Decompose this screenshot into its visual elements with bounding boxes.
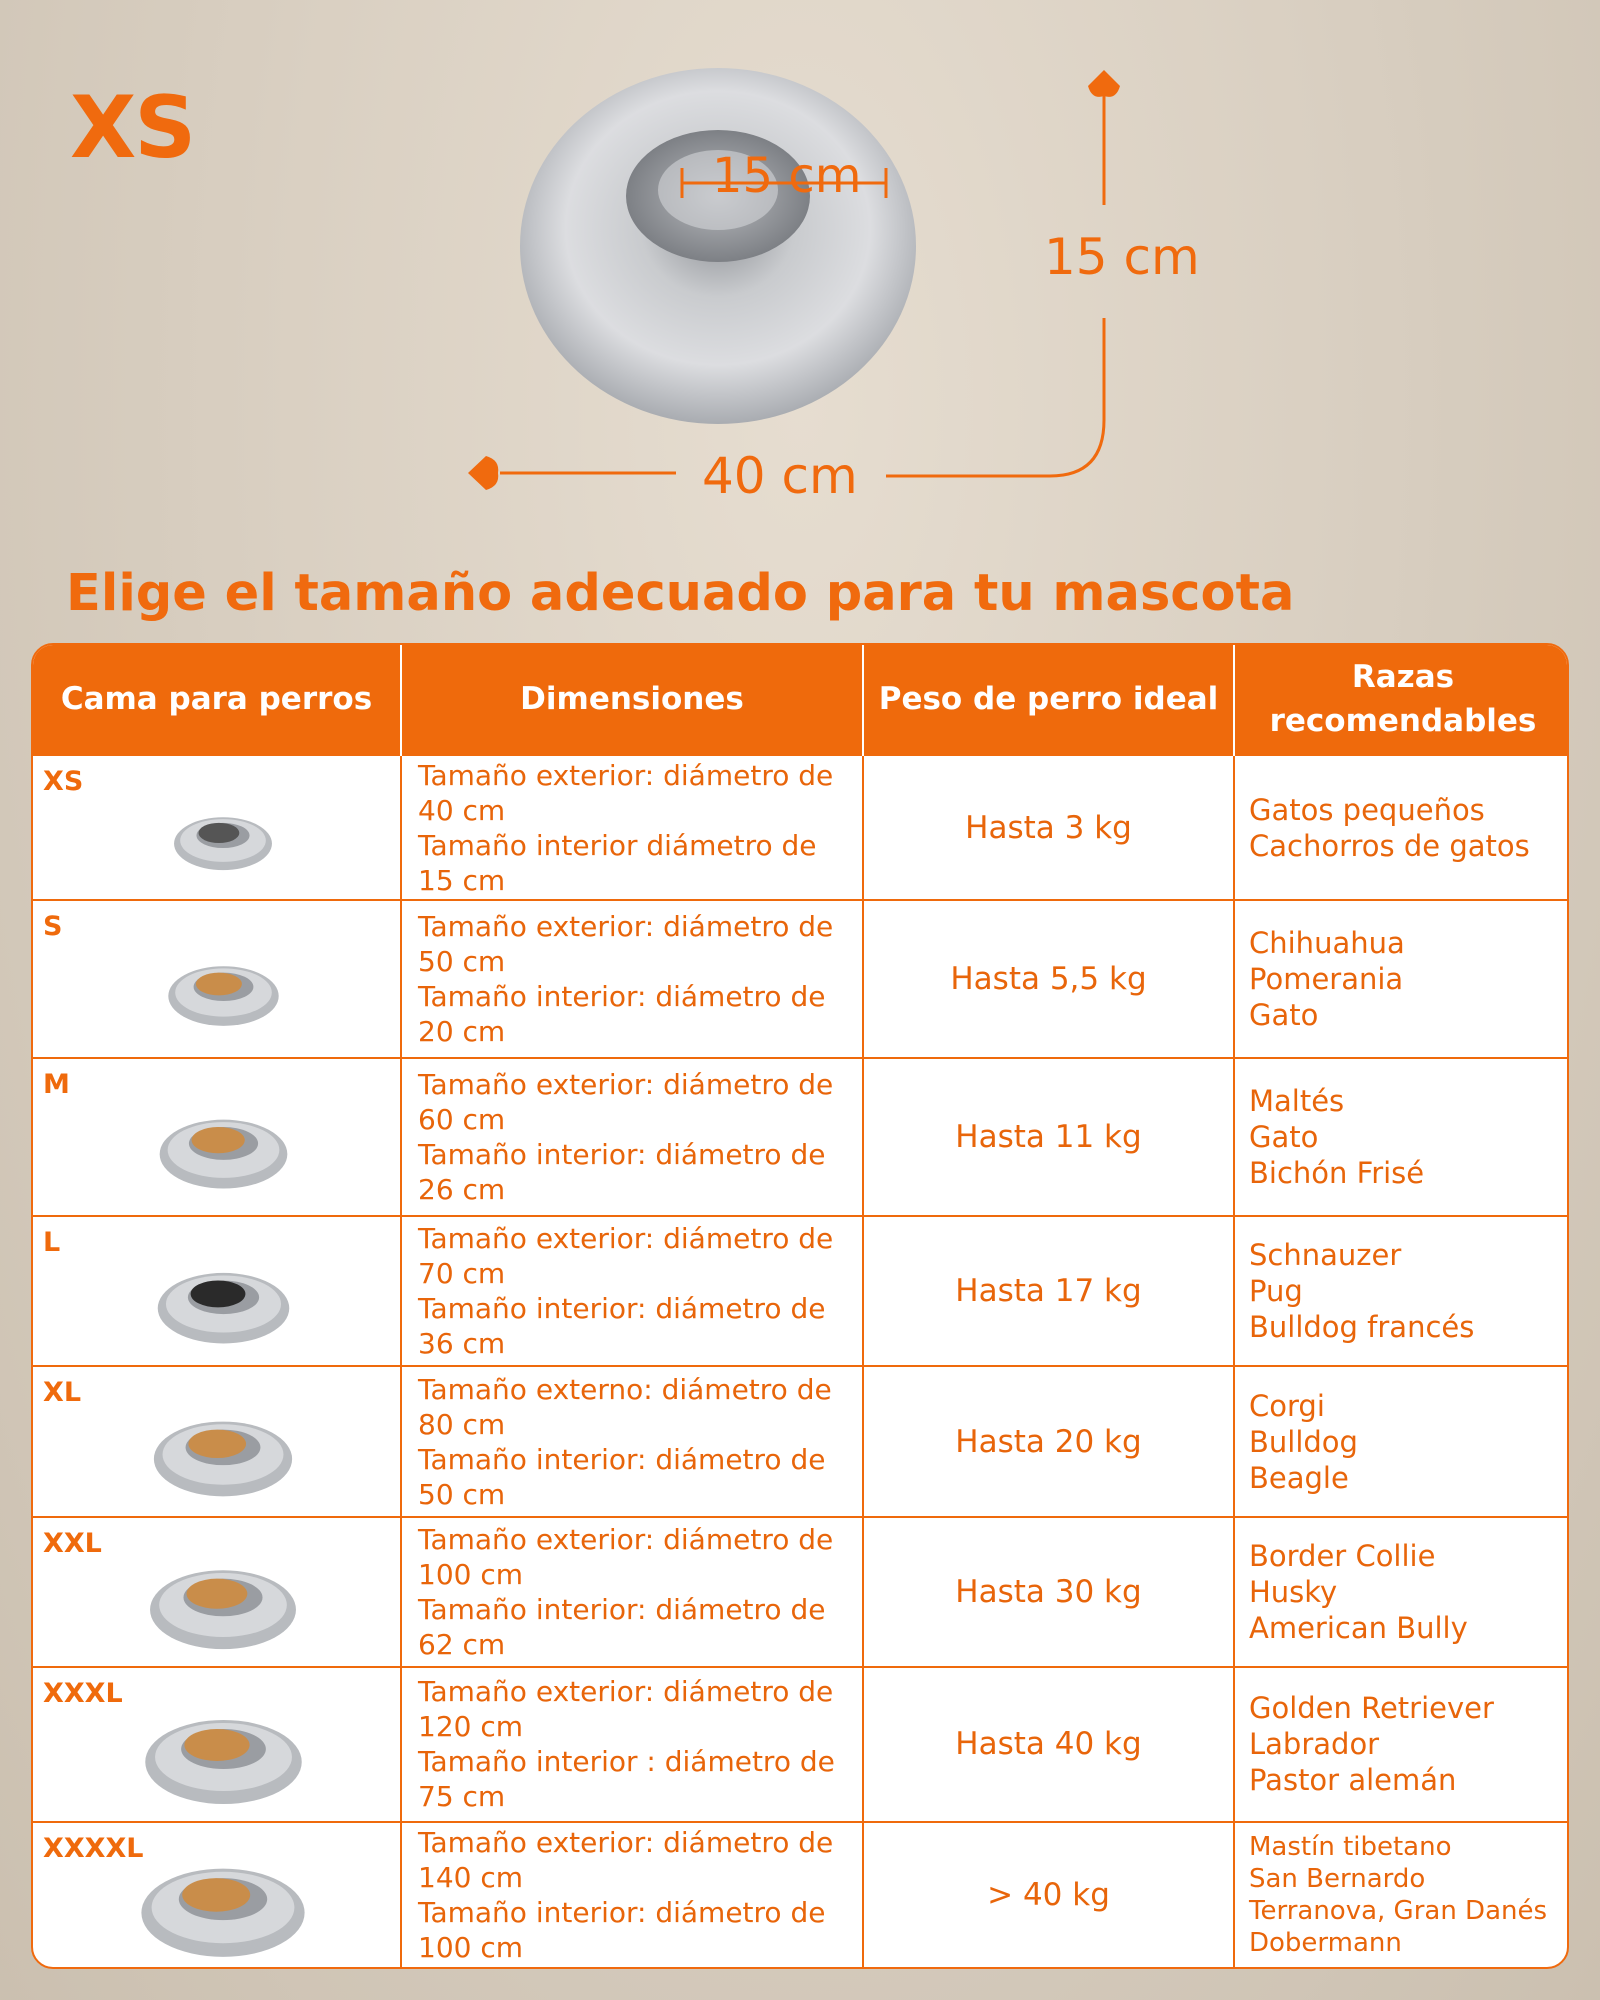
bed-cell xyxy=(33,1822,401,1967)
breeds-cell xyxy=(1234,1822,1569,1967)
page-heading: Elige el tamaño adecuado para tu mascota xyxy=(66,564,1295,623)
table-row xyxy=(33,755,1569,900)
dimension-line: Tamaño interior : diámetro de xyxy=(418,1745,835,1779)
breed-item: Maltés xyxy=(1249,1084,1345,1119)
dimension-line: 140 cm xyxy=(418,1860,524,1894)
dimensions-cell xyxy=(401,755,863,900)
size-label: M xyxy=(43,1069,70,1101)
height-label: 15 cm xyxy=(1044,228,1200,286)
size-label: L xyxy=(43,1227,61,1259)
breeds-cell xyxy=(1234,900,1569,1058)
breed-item: Mastín tibetano xyxy=(1249,1831,1452,1862)
dimension-line: 100 cm xyxy=(418,1930,524,1964)
perro-icon xyxy=(184,1729,249,1761)
perro-icon xyxy=(190,1281,245,1308)
breed-item: Bichón Frisé xyxy=(1249,1156,1425,1191)
bed-thumbnail xyxy=(166,957,281,1028)
bed-cell xyxy=(33,1667,401,1822)
dimension-line: 60 cm xyxy=(418,1103,506,1137)
bed-thumbnail xyxy=(151,1410,295,1499)
bed-cell xyxy=(33,1517,401,1667)
dimensions-cell xyxy=(401,1216,863,1366)
dimensions-cell xyxy=(401,1822,863,1967)
breed-item: Pomerania xyxy=(1249,962,1404,997)
breed-item: Gato xyxy=(1249,998,1319,1033)
breeds-cell xyxy=(1234,1216,1569,1366)
bed-thumbnail xyxy=(172,809,274,872)
dimension-line: 40 cm xyxy=(418,793,506,827)
table-row xyxy=(33,1366,1569,1516)
size-label: XS xyxy=(43,766,84,797)
bed-cell xyxy=(33,900,401,1058)
dimension-line: 80 cm xyxy=(418,1407,506,1441)
table-row xyxy=(33,1517,1569,1667)
size-label: XXXXL xyxy=(43,1832,144,1864)
dimension-line: Tamaño exterior: diámetro de xyxy=(418,758,834,792)
breed-item: Dobermann xyxy=(1249,1927,1402,1958)
dimension-line: Tamaño exterior: diámetro de xyxy=(418,1222,834,1256)
breed-item: Cachorros de gatos xyxy=(1249,828,1530,863)
bed-cell xyxy=(33,1366,401,1516)
arrow-up-icon xyxy=(1088,70,1120,97)
dimension-line: 70 cm xyxy=(418,1257,506,1291)
weight-cell: Hasta 5,5 kg xyxy=(863,900,1234,1058)
perro-icon xyxy=(188,1430,246,1458)
breed-item: Bulldog francés xyxy=(1249,1310,1475,1345)
dimensions-cell xyxy=(401,1058,863,1216)
bed-thumbnail xyxy=(138,1855,308,1960)
size-tag: XS xyxy=(70,78,195,178)
weight-cell: > 40 kg xyxy=(863,1822,1234,1967)
dimension-line: Tamaño exterior: diámetro de xyxy=(418,1522,834,1556)
dimension-line: 50 cm xyxy=(418,945,506,979)
dimension-line: Tamaño externo: diámetro de xyxy=(418,1372,832,1406)
breed-item: Terranova, Gran Danés xyxy=(1249,1895,1548,1926)
dimension-line: Tamaño interior: diámetro de xyxy=(418,1442,826,1476)
table-header-row xyxy=(33,645,1569,755)
dimension-line: 15 cm xyxy=(418,863,506,897)
weight-cell: Hasta 17 kg xyxy=(863,1216,1234,1366)
perro-icon xyxy=(187,1578,248,1608)
dimension-line: Tamaño exterior: diámetro de xyxy=(418,1068,834,1102)
dimension-line: 50 cm xyxy=(418,1477,506,1511)
dimension-line: 100 cm xyxy=(418,1557,524,1591)
breed-item: Beagle xyxy=(1249,1460,1349,1495)
weight-cell: Hasta 40 kg xyxy=(863,1667,1234,1822)
dimension-line: 26 cm xyxy=(418,1173,506,1207)
dimension-line: 75 cm xyxy=(418,1780,506,1814)
dimensions-cell xyxy=(401,1366,863,1516)
dimension-line: Tamaño interior: diámetro de xyxy=(418,1138,826,1172)
breeds-cell xyxy=(1234,1517,1569,1667)
table-row xyxy=(33,1667,1569,1822)
size-label: XXXL xyxy=(43,1677,123,1709)
table-row xyxy=(33,1058,1569,1216)
dimensions-cell xyxy=(401,1517,863,1667)
gato-icon xyxy=(199,823,240,843)
dimensions-cell xyxy=(401,900,863,1058)
perro-icon xyxy=(195,972,241,995)
dimension-line: 62 cm xyxy=(418,1627,506,1661)
weight-cell: Hasta 11 kg xyxy=(863,1058,1234,1216)
breed-item: Husky xyxy=(1249,1574,1338,1609)
weight-cell: Hasta 20 kg xyxy=(863,1366,1234,1516)
weight-cell: Hasta 3 kg xyxy=(863,755,1234,900)
bed-cell xyxy=(33,1058,401,1216)
size-label: XL xyxy=(43,1377,82,1409)
size-label: S xyxy=(43,911,63,943)
arrow-left-icon xyxy=(468,456,498,490)
table-row xyxy=(33,1822,1569,1967)
dimension-line: 120 cm xyxy=(418,1710,524,1744)
bed-cell xyxy=(33,755,401,900)
dimension-line: Tamaño interior: diámetro de xyxy=(418,1895,826,1929)
bed-thumbnail xyxy=(157,1109,290,1191)
table-row xyxy=(33,900,1569,1058)
dimension-line: Tamaño interior: diámetro de xyxy=(418,980,826,1014)
size-label: XXL xyxy=(43,1527,102,1559)
breed-item: San Bernardo xyxy=(1249,1863,1426,1894)
breed-item: Pug xyxy=(1249,1274,1303,1309)
dimension-line: 20 cm xyxy=(418,1015,506,1049)
header-dimensions: Dimensiones xyxy=(401,645,863,755)
breed-item: Gatos pequeños xyxy=(1249,792,1485,827)
breed-item: Golden Retriever xyxy=(1249,1691,1494,1726)
bed-cell xyxy=(33,1216,401,1366)
dimension-line: Tamaño interior: diámetro de xyxy=(418,1592,826,1626)
breed-item: Pastor alemán xyxy=(1249,1763,1457,1798)
breed-item: Gato xyxy=(1249,1120,1319,1155)
dimension-line: Tamaño exterior: diámetro de xyxy=(418,1825,834,1859)
breed-item: Labrador xyxy=(1249,1727,1380,1762)
dimension-line: 36 cm xyxy=(418,1327,506,1361)
breed-item: American Bully xyxy=(1249,1610,1468,1645)
size-table xyxy=(31,643,1569,1969)
table-row xyxy=(33,1216,1569,1366)
header-bed: Cama para perros xyxy=(33,645,401,755)
inner-diameter-label: 15 cm xyxy=(712,148,862,204)
breeds-cell xyxy=(1234,1366,1569,1516)
breed-item: Schnauzer xyxy=(1249,1238,1402,1273)
breed-item: Corgi xyxy=(1249,1388,1325,1423)
breeds-cell xyxy=(1234,1667,1569,1822)
breeds-cell xyxy=(1234,1058,1569,1216)
bed-thumbnail xyxy=(142,1707,305,1807)
breeds-cell xyxy=(1234,755,1569,900)
bed-thumbnail xyxy=(147,1558,299,1652)
breed-item: Chihuahua xyxy=(1249,926,1405,961)
weight-cell: Hasta 30 kg xyxy=(863,1517,1234,1667)
perro-icon xyxy=(191,1127,244,1153)
perro-icon xyxy=(182,1878,250,1912)
dimension-line: Tamaño interior: diámetro de xyxy=(418,1292,826,1326)
header-weight: Peso de perro ideal xyxy=(863,645,1234,755)
dimension-line: Tamaño interior diámetro de xyxy=(418,828,817,862)
dimension-line: Tamaño exterior: diámetro de xyxy=(418,1675,834,1709)
dimensions-cell xyxy=(401,1667,863,1822)
dimension-line: Tamaño exterior: diámetro de xyxy=(418,910,834,944)
breed-item: Bulldog xyxy=(1249,1424,1358,1459)
outer-diameter-label: 40 cm xyxy=(702,447,858,505)
bed-thumbnail xyxy=(155,1262,292,1346)
header-breeds: Razas recomendables xyxy=(1234,645,1569,755)
breed-item: Border Collie xyxy=(1249,1538,1436,1573)
